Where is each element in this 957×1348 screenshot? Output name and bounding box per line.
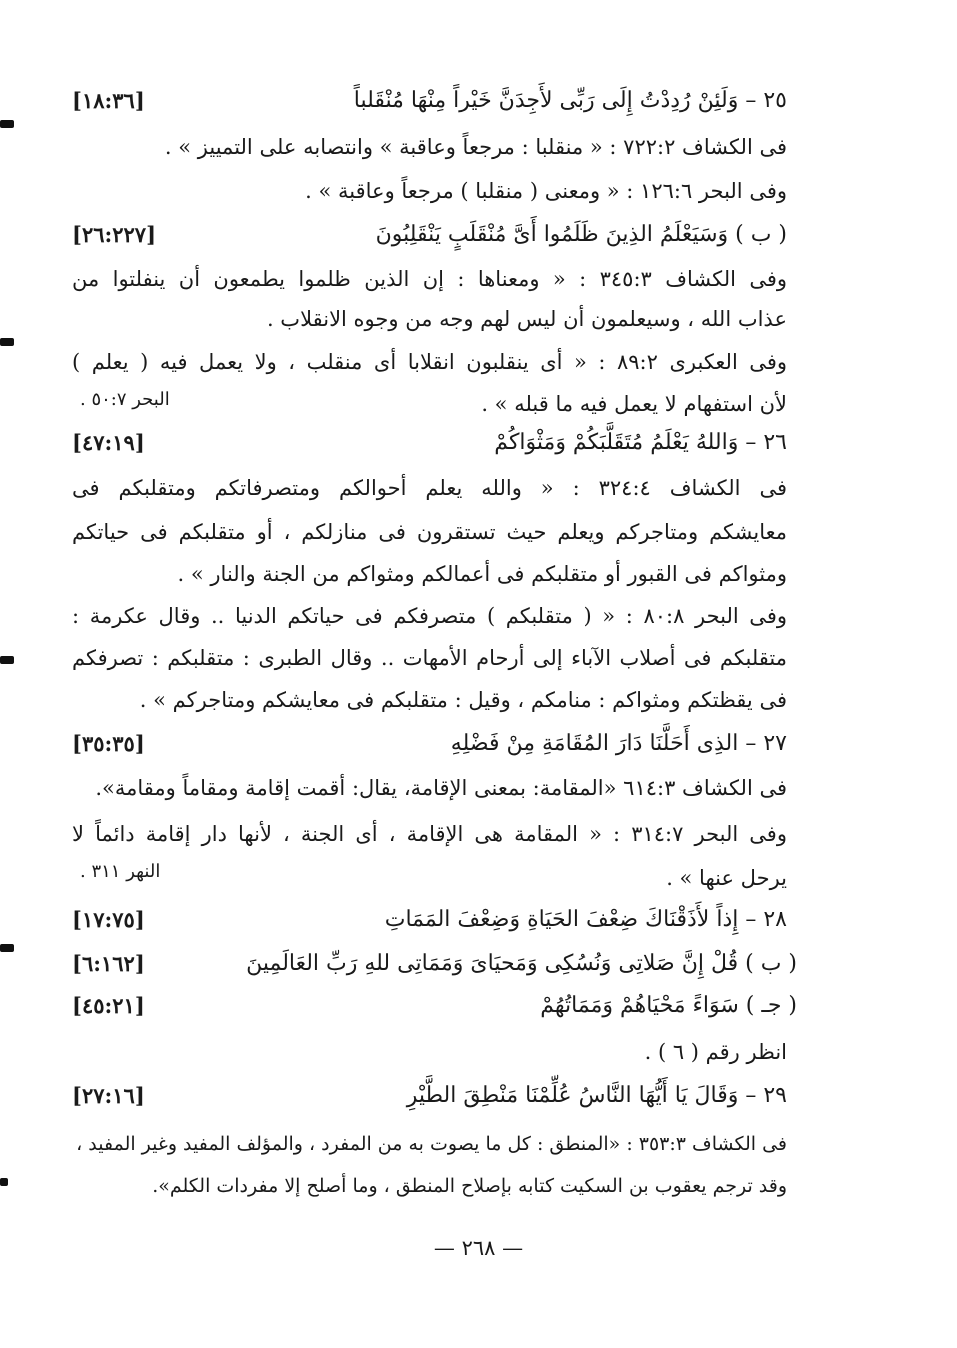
verse-reference: [١٨:٣٦] xyxy=(72,88,145,113)
body-line: وفى العكبرى ٨٩:٢ : « أى ينقلبون انقلابا أى منقلب ، ولا يعمل فيه ( يعلم ) xyxy=(72,350,787,374)
body-line: فى يقظتكم ومثواكم : منامكم ، وقيل : متقلبكم فى معايشكم ومتاجركم » . xyxy=(139,688,787,712)
margin-note-nahr: النهر ٣١١ . xyxy=(80,861,161,882)
body-line: وفى البحر ١٢٦:٦ : « ومعنى ( منقلبا ) مرجعاً وعاقبة » . xyxy=(305,179,787,203)
body-line: وفى البحر ٨٠:٨ : « ( متقلبكم ) متصرفكم فى حياتكم الدنيا .. وقال عكرمة : xyxy=(72,604,787,628)
verse-reference: [٢٦:٢٢٧] xyxy=(72,222,157,247)
verse-29: ٢٩ – وَقَالَ يَا أَيُّهَا النَّاسُ عُلِّمْنَا مَنْطِقَ الطَّيْرِ xyxy=(406,1083,787,1108)
body-line: لأن استفهام لا يعمل فيه ما قبله » . xyxy=(481,392,787,416)
verse-25b: ( ب ) وَسَيَعْلَمُ الذِينَ ظَلَمُوا أَىَّ مُنْقَلَبٍ يَنْقَلِبُونَ xyxy=(375,222,787,247)
verse-reference: [٤٥:٢١] xyxy=(72,993,145,1018)
verse-26: ٢٦ – وَاللهُ يَعْلَمُ مُتَقَلَّبَكُمْ وَمَثْوَاكُمْ xyxy=(494,430,787,455)
scan-mark xyxy=(0,1178,8,1186)
scan-mark xyxy=(0,120,14,128)
verse-28c: ( جـ ) سَوَاءً مَحْيَاهُمْ وَمَمَاتُهُمْ xyxy=(540,993,797,1018)
verse-28b: ( ب ) قُلْ إِنَّ صَلاتِى وَنُسُكِى وَمَحيَاىَ وَمَمَاتِى للهِ رَبِّ العَالَمِينَ xyxy=(246,951,797,976)
body-line: فى الكشاف ٦١٤:٣ «المقامة: بمعنى الإقامة، يقال: أقمت إقامة ومقاماً ومقامة». xyxy=(95,776,787,800)
scan-mark xyxy=(0,944,14,952)
verse-reference: [٣٥:٣٥] xyxy=(72,731,145,756)
verse-27: ٢٧ – الذِى أَحَلَّنَا دَارَ المُقَامَةِ مِنْ فَضْلِهِ xyxy=(450,731,787,756)
body-line: وفى الكشاف ٣٤٥:٣ : « ومعناها : إن الذين ظلموا يطمعون أن ينفلتوا من xyxy=(72,267,788,291)
body-line: متقلبكم فى أصلاب الآباء إلى أرحام الأمهات .. وقال الطبرى : متقلبكم : تصرفكم xyxy=(72,646,787,670)
body-line: فى الكشاف ٣٢٤:٤ : « والله يعلم أحوالكم ومتصرفاتكم ومتقلبكم فى xyxy=(72,476,788,500)
body-line: فى الكشاف ٣٥٣:٣ : «المنطق : كل ما يصوت به من المفرد ، والمؤلف المفيد وغير المفيد ، xyxy=(76,1133,787,1155)
verse-28: ٢٨ – إِذاً لأَذَقْنَاكَ ضِعْفَ الحَيَاةِ وَضِعْفَ المَمَاتِ xyxy=(384,907,787,932)
verse-reference: [٦:١٦٢] xyxy=(72,951,145,976)
verse-reference: [٢٧:١٦] xyxy=(72,1083,145,1108)
verse-reference: [١٧:٧٥] xyxy=(72,907,145,932)
margin-note-bahr: البحر ٥٠:٧ . xyxy=(80,389,170,410)
body-line: وقد ترجم يعقوب بن السكيت كتابه بإصلاح المنطق ، وما أصلح إلا مفردات الكلم». xyxy=(152,1175,787,1197)
verse-reference: [٤٧:١٩] xyxy=(72,430,145,455)
body-line: فى الكشاف ٧٢٢:٢ : « منقلبا : مرجعاً وعاقبة » وانتصابه على التمييز » . xyxy=(164,135,787,159)
body-line: يرحل عنها » . xyxy=(666,866,787,890)
page-number: — ٢٦٨ — xyxy=(433,1236,524,1260)
body-line: ومثواكم فى القبور أو متقلبكم فى أعمالكم ومثواكم من الجنة والنار » . xyxy=(177,562,787,586)
body-line: انظر رقم ( ٦ ) . xyxy=(644,1040,787,1064)
verse-25: ٢٥ – وَلَئِنْ رُدِدْتُ إِلَى رَبِّى لأَجِدَنَّ خَيْراً مِنْهَا مُنْقَلباً xyxy=(353,88,787,113)
body-line: عذاب الله ، وسيعلمون أن ليس لهم وجه من وجوه الانقلاب . xyxy=(266,307,787,331)
body-line: وفى البحر ٣١٤:٧ : « المقامة هى الإقامة ، أى الجنة ، لأنها دار إقامة دائماً لا xyxy=(72,822,787,846)
scan-mark xyxy=(0,656,14,664)
body-line: معايشكم ومتاجركم ويعلم حيث تستقرون فى منازلكم ، أو متقلبكم فى حياتكم xyxy=(72,520,787,544)
scan-mark xyxy=(0,338,14,346)
